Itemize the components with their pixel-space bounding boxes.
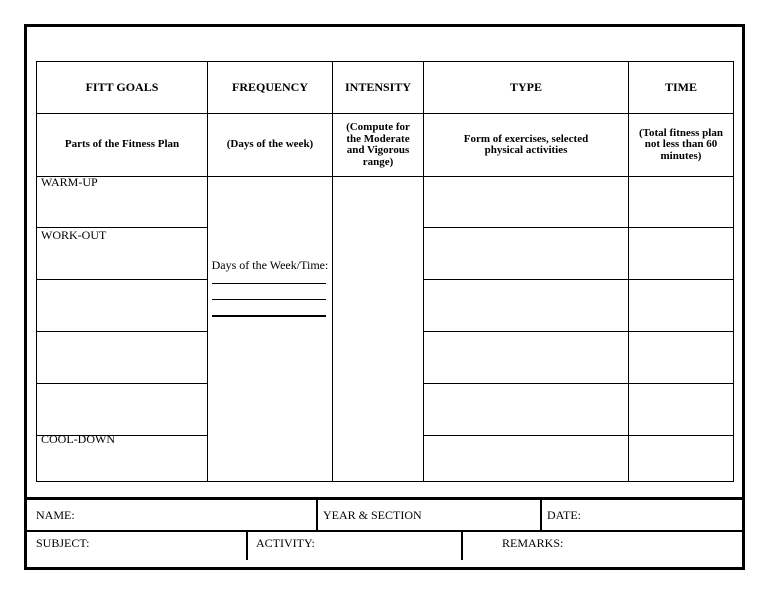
name-field-label[interactable]: NAME: [36, 508, 75, 522]
frequency-days-label: Days of the Week/Time: [211, 258, 329, 272]
row-label-cool-down: COOL-DOWN [41, 432, 115, 446]
header-time: TIME [664, 79, 697, 94]
frequency-blank-line-1[interactable] [212, 283, 326, 284]
activity-field-label[interactable]: ACTIVITY: [256, 536, 315, 550]
header-frequency: FREQUENCY [231, 79, 308, 94]
remarks-field-label[interactable]: REMARKS: [502, 536, 564, 550]
subheader-intensity-note: (Compute for the Moderate and Vigorous range) [346, 121, 410, 168]
header-intensity: INTENSITY [344, 79, 412, 94]
subheader-parts-of-plan: Parts of the Fitness Plan [64, 138, 180, 151]
year-section-field-label[interactable]: YEAR & SECTION [323, 508, 422, 522]
header-fitt-goals: FITT GOALS [85, 79, 159, 94]
frequency-blank-line-2[interactable] [212, 299, 326, 300]
row-label-warm-up: WARM-UP [41, 175, 98, 189]
row-label-work-out: WORK-OUT [41, 228, 107, 242]
date-field-label[interactable]: DATE: [547, 508, 581, 522]
subheader-time-note: (Total fitness plan not less than 60 minutes) [639, 126, 723, 162]
subject-field-label[interactable]: SUBJECT: [36, 536, 90, 550]
subheader-days-of-week: (Days of the week) [226, 138, 314, 151]
header-type: TYPE [509, 79, 542, 94]
frequency-blank-line-3[interactable] [212, 315, 326, 317]
fitt-table [36, 61, 734, 481]
subheader-type-note: Form of exercises, selected physical activities [463, 132, 589, 156]
